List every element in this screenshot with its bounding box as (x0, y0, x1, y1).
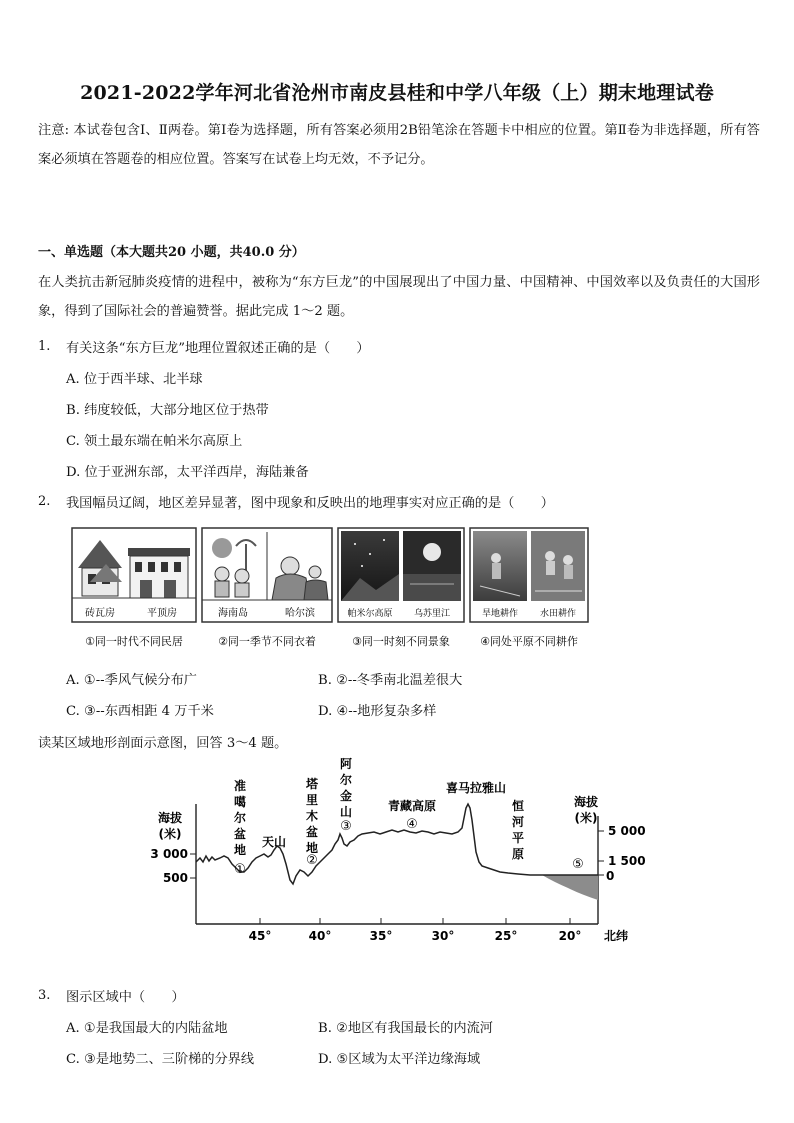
label-tianshan: 天山 (261, 835, 287, 849)
label-tarim-basin (305, 776, 319, 855)
left-axis-title-1: 海拔 (157, 811, 183, 825)
question-1-option-c[interactable]: C. 领土最东端在帕米尔高原上 (66, 434, 243, 449)
svg-text:尔: 尔 (339, 773, 353, 787)
svg-text:阿: 阿 (339, 757, 353, 771)
lat-tick-45: 45° (248, 929, 272, 943)
caption-3: ③同一时刻不同景象 (352, 635, 450, 648)
svg-text:河: 河 (511, 815, 525, 829)
svg-text:原: 原 (511, 847, 525, 861)
svg-text:噶: 噶 (233, 795, 247, 809)
caption-2: ②同一季节不同衣着 (218, 635, 316, 648)
question-2-number: 2. (38, 494, 51, 509)
sea-area (542, 875, 598, 900)
question-2-option-c[interactable]: C. ③--东西相距 4 万千米 (66, 704, 214, 719)
question-1-option-d[interactable]: D. 位于亚洲东部，太平洋西岸，海陆兼备 (66, 465, 309, 480)
label-qingzang-plateau: 青藏高原 (387, 799, 437, 813)
lat-tick-35: 35° (369, 929, 393, 943)
label-flat-roof-house: 平顶房 (147, 608, 177, 619)
label-hainan: 海南岛 (218, 608, 248, 619)
svg-text:盆: 盆 (233, 827, 247, 841)
lat-tick-20: 20° (558, 929, 582, 943)
svg-text:盆: 盆 (305, 825, 319, 839)
question-3-option-b[interactable]: B. ②地区有我国最长的内流河 (318, 1021, 493, 1036)
label-ganges-plain (512, 798, 524, 861)
svg-text:山: 山 (339, 805, 353, 819)
exam-notice: 注意: 本试卷包含Ⅰ、Ⅱ两卷。第Ⅰ卷为选择题，所有答案必须用2B铅笔涂在答题卡中相应的位置。第Ⅱ卷为非选择题，所有答案必须填在答题卷的相应位置。答案写在试卷上均无效，不予记分。 (38, 123, 760, 167)
question-2-stem: 我国幅员辽阔，地区差异显著，图中现象和反映出的地理事实对应正确的是（ ） (66, 496, 554, 511)
label-pamir: 帕米尔高原 (347, 609, 393, 619)
left-axis-title-2: (米) (158, 827, 182, 841)
marker-4: ④ (406, 817, 418, 832)
svg-text:金: 金 (339, 789, 353, 803)
label-dryland: 旱地耕作 (481, 609, 519, 619)
panel-scenery (338, 528, 464, 622)
question-3-stem: 图示区域中（ ） (66, 990, 185, 1005)
svg-text:恒: 恒 (511, 799, 525, 813)
intro-passage: 在人类抗击新冠肺炎疫情的进程中，被称为“东方巨龙”的中国展现出了中国力量、中国精神、中国效率以及负责任的大国形象，得到了国际社会的普遍赞誉。据此完成 1～2 题。 (38, 275, 760, 319)
question-3-option-d[interactable]: D. ⑤区域为太平洋边缘海域 (318, 1052, 481, 1067)
left-tick-500: 500 (162, 871, 188, 885)
label-paddy: 水田耕作 (539, 609, 577, 619)
label-wusuli-river: 乌苏里江 (413, 609, 451, 619)
lat-tick-40: 40° (308, 929, 332, 943)
marker-1: ① (234, 862, 246, 877)
lat-unit: 北纬 (603, 929, 629, 943)
svg-text:准: 准 (233, 779, 247, 793)
question-2-figure (70, 526, 590, 654)
question-1-option-b[interactable]: B. 纬度较低，大部分地区位于热带 (66, 403, 269, 418)
marker-2: ② (306, 853, 318, 868)
right-axis-title-1: 海拔 (573, 795, 599, 809)
caption-1: ①同一时代不同民居 (85, 635, 183, 648)
svg-text:地: 地 (233, 843, 247, 857)
elevation-profile-line (196, 804, 598, 884)
marker-3: ③ (340, 819, 352, 834)
right-axis-title-2: (米) (574, 811, 598, 825)
svg-text:地: 地 (305, 841, 319, 855)
question-1-number: 1. (38, 339, 51, 354)
question-3-option-a[interactable]: A. ①是我国最大的内陆盆地 (66, 1021, 228, 1036)
terrain-profile-figure (150, 754, 650, 950)
svg-text:里: 里 (305, 793, 319, 807)
question-1-option-a[interactable]: A. 位于西半球、北半球 (66, 372, 203, 387)
label-brick-house: 砖瓦房 (85, 608, 115, 619)
label-junggar-basin (234, 778, 246, 857)
label-himalaya: 喜马拉雅山 (445, 781, 507, 795)
right-tick-5000: 5 000 (608, 824, 646, 838)
svg-text:尔: 尔 (233, 811, 247, 825)
question-3-number: 3. (38, 988, 51, 1003)
right-tick-0: 0 (606, 869, 615, 883)
question-2-option-b[interactable]: B. ②--冬季南北温差很大 (318, 673, 463, 688)
caption-4: ④同处平原不同耕作 (480, 635, 578, 648)
intro-2: 读某区域地形剖面示意图，回答 3～4 题。 (38, 736, 288, 751)
lat-tick-25: 25° (494, 929, 518, 943)
panel-farming (470, 528, 588, 622)
label-harbin: 哈尔滨 (285, 608, 315, 619)
page-title: 2021-2022学年河北省沧州市南皮县桂和中学八年级（上）期末地理试卷 (80, 82, 714, 104)
terrain-profile (150, 754, 650, 950)
panel-clothing (202, 528, 332, 622)
svg-text:塔: 塔 (305, 777, 319, 791)
question-2-option-a[interactable]: A. ①--季风气候分布广 (66, 673, 197, 688)
right-tick-1500: 1 500 (608, 854, 646, 868)
section-heading: 一、单选题（本大题共20 小题，共40.0 分） (38, 245, 305, 260)
marker-5: ⑤ (572, 857, 584, 872)
panel-houses (72, 528, 196, 622)
photo-panels (70, 526, 590, 654)
lat-tick-30: 30° (431, 929, 455, 943)
left-tick-3000: 3 000 (150, 847, 188, 861)
svg-text:平: 平 (511, 831, 525, 845)
question-1-stem: 有关这条“东方巨龙”地理位置叙述正确的是（ ） (66, 341, 370, 356)
question-3-option-c[interactable]: C. ③是地势二、三阶梯的分界线 (66, 1052, 255, 1067)
question-2-option-d[interactable]: D. ④--地形复杂多样 (318, 704, 437, 719)
label-altun-mountains (340, 756, 352, 819)
svg-text:木: 木 (305, 809, 319, 823)
